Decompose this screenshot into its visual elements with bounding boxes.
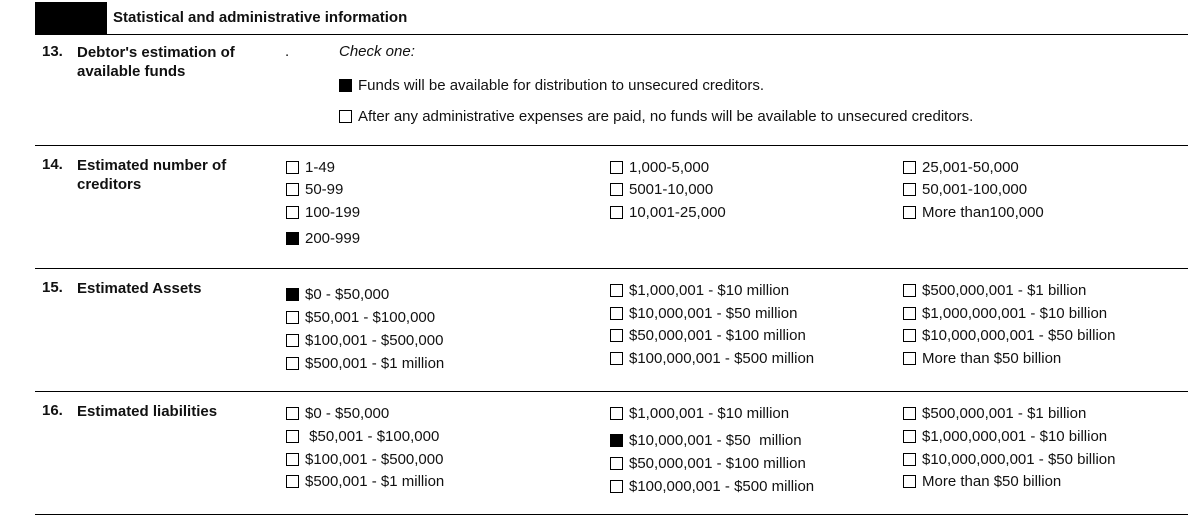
q15-option[interactable] xyxy=(903,305,1107,322)
checkbox[interactable] xyxy=(610,284,623,297)
q16-option[interactable] xyxy=(903,473,1061,490)
option-label: $500,000,001 - $1 billion xyxy=(922,282,1087,299)
option-label: $10,000,001 - $50 million xyxy=(629,432,802,449)
q15-option[interactable] xyxy=(286,355,444,372)
checkbox[interactable] xyxy=(903,284,916,297)
checkbox-checked[interactable] xyxy=(286,288,299,301)
checkbox[interactable] xyxy=(286,475,299,488)
q15-option[interactable] xyxy=(286,332,443,349)
question-number: 15. xyxy=(42,279,63,296)
section-title: Statistical and administrative information xyxy=(113,9,408,26)
option-label: 100-199 xyxy=(305,204,361,221)
question-dot: . xyxy=(285,43,290,60)
option-label: After any administrative expenses are paid, no funds will be available to unsecured creditors. xyxy=(358,108,974,125)
checkbox[interactable] xyxy=(903,475,916,488)
checkbox[interactable] xyxy=(286,334,299,347)
option-label: $100,001 - $500,000 xyxy=(305,451,444,468)
q16-option[interactable] xyxy=(286,451,443,468)
option-label: $50,000,001 - $100 million xyxy=(629,455,806,472)
option-label: $10,000,001 - $50 million xyxy=(629,305,798,322)
option-label: Funds will be available for distribution to unsecured creditors. xyxy=(358,77,765,94)
q14-option[interactable] xyxy=(286,181,343,198)
q14-option[interactable] xyxy=(903,159,1019,176)
checkbox[interactable] xyxy=(286,311,299,324)
divider xyxy=(35,268,1188,269)
question-number: 13. xyxy=(42,43,63,60)
checkbox[interactable] xyxy=(903,206,916,219)
checkbox[interactable] xyxy=(903,307,916,320)
q16-option[interactable] xyxy=(903,451,1116,468)
option-label: $10,000,000,001 - $50 billion xyxy=(922,327,1116,344)
checkbox[interactable] xyxy=(286,357,299,370)
q14-option[interactable] xyxy=(286,204,360,221)
checkbox[interactable] xyxy=(286,430,299,443)
option-label: 1-49 xyxy=(305,159,336,176)
option-label: More than $50 billion xyxy=(922,350,1062,367)
option-label: $100,000,001 - $500 million xyxy=(629,350,815,367)
q15-option[interactable] xyxy=(610,350,814,367)
checkbox[interactable] xyxy=(610,161,623,174)
option-label: $100,001 - $500,000 xyxy=(305,332,444,349)
q14-option[interactable] xyxy=(903,181,1027,198)
divider xyxy=(35,34,1188,35)
option-label: $50,000,001 - $100 million xyxy=(629,327,806,344)
checkbox[interactable] xyxy=(610,206,623,219)
question-label: Estimated number of creditors xyxy=(77,157,227,193)
checkbox[interactable] xyxy=(286,161,299,174)
q16-option[interactable] xyxy=(286,428,439,445)
q14-option[interactable] xyxy=(903,204,1044,221)
divider xyxy=(35,514,1188,515)
checkbox[interactable] xyxy=(286,407,299,420)
checkbox[interactable] xyxy=(903,407,916,420)
q14-option[interactable] xyxy=(286,159,335,176)
checkbox-checked[interactable] xyxy=(339,79,352,92)
checkbox[interactable] xyxy=(286,206,299,219)
option-label: 10,001-25,000 xyxy=(629,204,726,221)
option-label: 50,001-100,000 xyxy=(922,181,1028,198)
option-label: $1,000,001 - $10 million xyxy=(629,282,790,299)
q13-option[interactable] xyxy=(339,108,973,125)
option-label: $50,001 - $100,000 xyxy=(305,428,440,445)
q14-option[interactable] xyxy=(610,159,709,176)
q16-option[interactable] xyxy=(610,478,814,495)
checkbox[interactable] xyxy=(903,352,916,365)
checkbox[interactable] xyxy=(903,430,916,443)
question-number: 14. xyxy=(42,156,63,173)
q16-option[interactable] xyxy=(610,455,806,472)
option-label: $10,000,000,001 - $50 billion xyxy=(922,451,1116,468)
q16-option[interactable] xyxy=(610,405,789,422)
option-label: 200-999 xyxy=(305,230,361,247)
option-label: 1,000-5,000 xyxy=(629,159,710,176)
checkbox-checked[interactable] xyxy=(610,434,623,447)
option-label: $500,001 - $1 million xyxy=(305,355,445,372)
q16-option[interactable] xyxy=(286,473,444,490)
q15-option[interactable] xyxy=(903,327,1116,344)
q14-option[interactable] xyxy=(610,204,726,221)
q14-option[interactable] xyxy=(610,181,713,198)
q15-option[interactable] xyxy=(610,282,789,299)
option-label: 5001-10,000 xyxy=(629,181,714,198)
divider xyxy=(35,145,1188,146)
q15-option[interactable] xyxy=(286,309,435,326)
checkbox[interactable] xyxy=(339,110,352,123)
checkbox[interactable] xyxy=(610,407,623,420)
checkbox[interactable] xyxy=(903,329,916,342)
question-label: Debtor's estimation of available funds xyxy=(77,44,235,80)
checkbox[interactable] xyxy=(610,183,623,196)
option-label: $0 - $50,000 xyxy=(305,286,390,303)
checkbox[interactable] xyxy=(286,453,299,466)
question-label: Estimated liabilities xyxy=(77,403,218,420)
option-label: $100,000,001 - $500 million xyxy=(629,478,815,495)
checkbox[interactable] xyxy=(610,329,623,342)
q15-option[interactable] xyxy=(903,350,1061,367)
option-label: More than100,000 xyxy=(922,204,1044,221)
option-label: 50-99 xyxy=(305,181,344,198)
q15-option[interactable] xyxy=(610,305,797,322)
q16-option[interactable] xyxy=(286,405,389,422)
checkbox[interactable] xyxy=(610,352,623,365)
option-label: 25,001-50,000 xyxy=(922,159,1019,176)
q15-option[interactable] xyxy=(903,282,1086,299)
option-label: $500,001 - $1 million xyxy=(305,473,445,490)
question-number: 16. xyxy=(42,402,63,419)
option-label: $50,001 - $100,000 xyxy=(305,309,436,326)
q16-option[interactable] xyxy=(903,405,1086,422)
checkbox[interactable] xyxy=(903,161,916,174)
checkbox[interactable] xyxy=(610,480,623,493)
check-one-instruction: Check one: xyxy=(339,43,415,60)
option-label: More than $50 billion xyxy=(922,473,1062,490)
q13-option[interactable] xyxy=(339,77,764,94)
q16-option[interactable] xyxy=(610,432,802,449)
option-label: $0 - $50,000 xyxy=(305,405,390,422)
q16-option[interactable] xyxy=(903,428,1107,445)
checkbox[interactable] xyxy=(610,457,623,470)
checkbox[interactable] xyxy=(903,183,916,196)
q15-option[interactable] xyxy=(286,286,389,303)
option-label: $1,000,001 - $10 million xyxy=(629,405,790,422)
option-label: $500,000,001 - $1 billion xyxy=(922,405,1087,422)
q15-option[interactable] xyxy=(610,327,806,344)
divider xyxy=(35,391,1188,392)
section-marker-bar xyxy=(35,2,107,34)
checkbox[interactable] xyxy=(286,183,299,196)
option-label: $1,000,000,001 - $10 billion xyxy=(922,305,1108,322)
q14-option[interactable] xyxy=(286,230,360,247)
checkbox[interactable] xyxy=(903,453,916,466)
checkbox[interactable] xyxy=(610,307,623,320)
question-label: Estimated Assets xyxy=(77,280,202,297)
option-label: $1,000,000,001 - $10 billion xyxy=(922,428,1108,445)
checkbox-checked[interactable] xyxy=(286,232,299,245)
